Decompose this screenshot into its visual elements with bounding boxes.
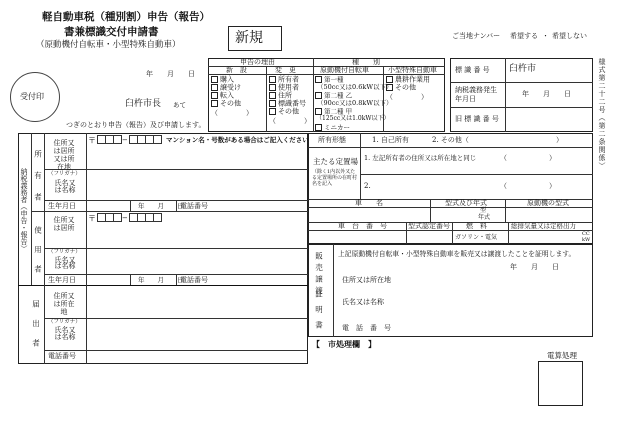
owner-address-label: 住所又は居所又は所在地 <box>53 139 75 171</box>
ownership-other-close: ） <box>556 136 563 144</box>
transfer-name-label: 氏名又は名称 <box>342 298 384 306</box>
change-item-address[interactable]: 住所 <box>269 92 292 100</box>
change-item-other-paren: （ ） <box>269 117 311 125</box>
moped-class2b[interactable]: 第二種 乙 <box>315 92 352 99</box>
moped-class2a[interactable]: 第二種 甲 <box>315 108 352 115</box>
issue-date-value: 年 月 日 <box>522 90 571 98</box>
moped-class1[interactable]: 第一種 <box>315 76 344 83</box>
moped-class2a-note: （125cc又は1.0kW以下） <box>316 115 390 122</box>
form-title-line2: 書兼標識交付申請書 <box>64 26 159 38</box>
user-birth-value[interactable]: 年 月 日 <box>138 276 184 284</box>
vehicle-name-label: 車 名 <box>355 199 383 207</box>
taxpayer-side-label: 納税義務者（申告・報告） <box>20 168 28 252</box>
owner-phone-label: 電話番号 <box>180 202 208 210</box>
user-birth-label: 生年月日 <box>48 276 76 284</box>
user-group-label: 使用者 <box>33 226 43 285</box>
new-item-movein[interactable]: 転入 <box>211 92 234 100</box>
special-other-paren: （ ） <box>386 93 428 101</box>
new-registration-box <box>228 26 282 51</box>
vehicle-model-label: 型式及び年式 <box>445 199 487 207</box>
declaration-notice: つぎのとおり申告（報告）及び申請します。 <box>66 121 206 129</box>
processing-label: 電算処理 <box>547 351 577 360</box>
storage-other[interactable]: 2. <box>364 182 371 190</box>
storage-label: 主たる定置場 <box>313 157 358 166</box>
owner-birth-label: 生年月日 <box>48 202 76 210</box>
owner-name-label: 氏名又は名称 <box>54 179 76 194</box>
reason-header: 申告の理由 <box>240 58 275 66</box>
special-agri[interactable]: 農耕作業用 <box>386 76 430 84</box>
owner-group-label: 所有者 <box>33 150 43 215</box>
new-item-other[interactable]: その他 <box>211 100 241 108</box>
model-cert-label: 型式認定番号 <box>408 222 450 230</box>
plate-pref-dot: ・ <box>542 32 549 40</box>
storage-same-paren: （ ） <box>500 154 556 162</box>
unit-kw: kW <box>582 237 591 243</box>
change-item-other[interactable]: その他 <box>269 108 299 116</box>
mayor-name: 臼杵市長 <box>125 99 162 109</box>
mayor-suffix: あて <box>173 101 186 109</box>
user-name-label: 氏名又は名称 <box>54 256 76 270</box>
transfer-side-label1: 販売譲渡 <box>314 252 324 298</box>
applicant-furigana: （フリガナ） <box>48 319 81 325</box>
transfer-statement: 上記原動機付自転車・小型特殊自動車を販売又は譲渡したことを証明します。 <box>338 250 576 258</box>
new-item-transfer[interactable]: 譲受け <box>211 84 241 92</box>
storage-same[interactable]: 1. 左記所有者の住所又は所在地と同じ <box>364 154 477 162</box>
special-header: 小型特殊自動車 <box>388 66 437 74</box>
type-header: 種 別 <box>352 58 380 66</box>
moped-class2b-note: （90cc又は0.8kW以下） <box>317 99 393 107</box>
special-other[interactable]: その他 <box>386 84 416 92</box>
model-sub-year: 年式 <box>478 214 491 221</box>
plate-no-label: 標 識 番 号 <box>455 66 490 74</box>
storage-note: （除く1内以外又たる定置場所の在町村名を記入 <box>312 169 358 187</box>
reception-stamp-label: 受付印 <box>20 92 44 101</box>
moped-header: 原動機付自転車 <box>320 66 369 74</box>
moped-minicar[interactable]: ミニカー <box>315 124 350 131</box>
issue-date-label: 納税義務発生年月日 <box>455 86 497 103</box>
new-item-purchase[interactable]: 購入 <box>211 76 234 84</box>
applicant-address-label: 住所又は所在地 <box>53 292 75 316</box>
owner-postal-code[interactable]: 〒 − <box>88 135 168 145</box>
change-col-header: 変 更 <box>275 66 296 74</box>
processing-box <box>538 361 583 406</box>
user-furigana: （フリガナ） <box>48 249 81 255</box>
unit-cc: CC <box>582 231 590 237</box>
header-date: 年 月 日 <box>146 70 195 78</box>
form-title-line3: （原動機付自転車・小型特殊自動車） <box>36 40 181 50</box>
applicant-phone-label: 電話番号 <box>48 352 76 360</box>
city-use-label: 【 市処理欄 】 <box>312 339 376 349</box>
user-postal-code[interactable]: 〒 − <box>88 213 168 223</box>
new-col-header: 新 設 <box>226 66 247 74</box>
ownership-other[interactable]: 2. その他（ <box>432 136 469 144</box>
transfer-side-label2: 証明書 <box>314 290 324 337</box>
applicant-group-label: 届出者 <box>31 300 41 359</box>
displacement-label: 総排気量又は定格出力 <box>511 222 576 230</box>
reception-stamp <box>10 72 60 122</box>
change-item-plate[interactable]: 標識番号 <box>269 100 306 108</box>
transfer-address-label: 住所又は所在地 <box>342 276 391 284</box>
ownership-label: 所有形態 <box>318 136 346 144</box>
new-item-other-paren: （ ） <box>211 109 253 117</box>
plate-pref-no[interactable]: 希望しない <box>552 32 587 40</box>
old-plate-label: 旧 標 識 番 号 <box>455 115 499 123</box>
owner-address-input[interactable]: マンション名・号数がある場合はご記入ください <box>166 136 309 144</box>
form-number: 様式第二十二号（第二条関係） <box>598 58 606 170</box>
plate-pref-yes[interactable]: 希望する <box>510 32 538 40</box>
new-registration-label: 新規 <box>235 30 263 46</box>
fuel-label: 燃 料 <box>466 222 487 230</box>
change-item-owner[interactable]: 所有者 <box>269 76 299 84</box>
engine-model-label: 原動機の型式 <box>527 199 569 207</box>
fuel-value[interactable]: ガソリン・電気 <box>455 234 498 241</box>
model-sub-type: 型 <box>480 207 487 214</box>
transfer-phone-label: 電 話 番 号 <box>342 324 391 332</box>
transfer-date[interactable]: 年 月 日 <box>510 263 559 271</box>
form-title-line1: 軽自動車税（種別割）申告（報告） <box>42 11 210 23</box>
change-item-user[interactable]: 使用者 <box>269 84 299 92</box>
applicant-name-label: 氏名又は名称 <box>54 326 76 341</box>
owner-furigana: （フリガナ） <box>48 171 81 177</box>
chassis-label: 車 台 番 号 <box>338 222 387 230</box>
storage-other-paren: （ ） <box>500 182 556 190</box>
plate-pref-label: ご当地ナンバー <box>452 32 501 40</box>
user-phone-label: 電話番号 <box>180 276 208 284</box>
owner-birth-value[interactable]: 年 月 日 <box>138 202 184 210</box>
plate-city: 臼杵市 <box>509 64 537 74</box>
ownership-self[interactable]: 1. 自己所有 <box>372 136 409 144</box>
moped-class1-note: （50cc又は0.6kW以下） <box>317 83 393 91</box>
user-address-label: 住所又は居所 <box>53 216 75 232</box>
